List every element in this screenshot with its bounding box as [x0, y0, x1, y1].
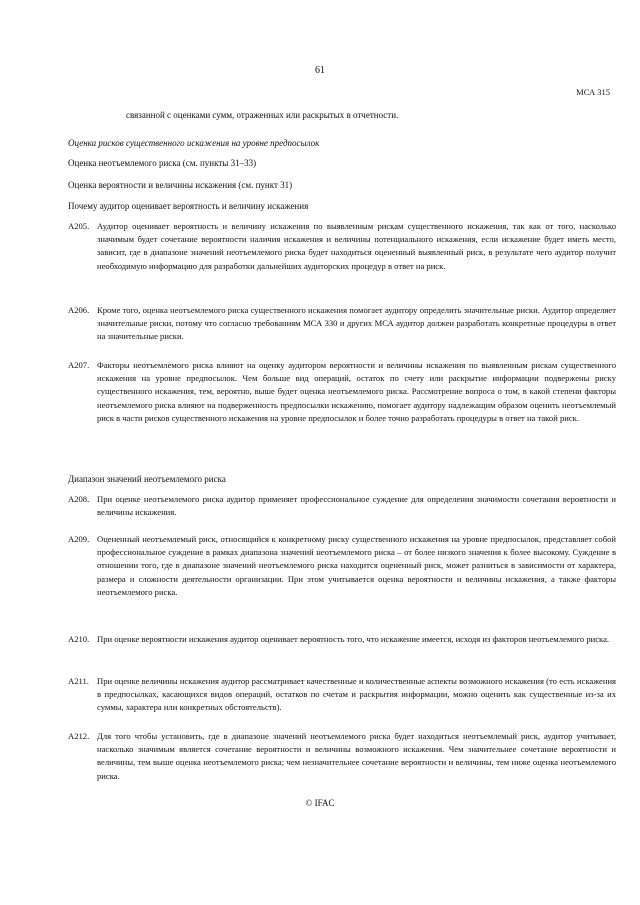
standard-reference: МСА 315 [576, 87, 610, 97]
paragraph-number: A209. [68, 534, 90, 544]
paragraph-a210 [68, 633, 616, 646]
intro-line: связанной с оценками сумм, отраженных или раскрытых в отчетности. [126, 110, 399, 120]
page-number: 61 [315, 65, 325, 76]
paragraph-text: При оценке неотъемлемого риска аудитор применяет профессиональное суждение для определения значимости сочетания вероятности и величины искажения. [97, 494, 616, 518]
paragraph-text: Для того чтобы установить, где в диапазоне значений неотъемлемого риска будет находиться неотъемлемый риск, аудитор учитывает, насколько значимым является сочетание вероятности и величины возможного искажения. Чем значительнее сочетание вероятности и величины, тем выше оценка неотъемлемого риска; чем незначительнее сочетание вероятности и величины, тем ниже оценка неотъемлемого риска. [97, 731, 616, 781]
paragraph-number: A208. [68, 494, 90, 504]
paragraph-text: При оценке вероятности искажения аудитор оценивает вероятность того, что искажение имеется, исходя из факторов неотъемлемого риска. [97, 634, 610, 644]
paragraph-text: Аудитор оценивает вероятность и величину искажения по выявленным рискам существенного искажения, так как от того, насколько значимым будет сочетание вероятности наличия искажения и величины потенциального искажения, если искажение будет иметь место, зависит, где в диапазоне значений неотъемлемого риска будет находиться оцененный выявленный риск, в результате чего аудитор получит необходимую информацию для разработки дальнейших аудиторских процедур в ответ на риск. [97, 221, 616, 271]
copyright-footer: © IFAC [305, 798, 335, 808]
section-title: Оценка рисков существенного искажения на уровне предпосылок [68, 138, 320, 148]
paragraph-a212 [68, 730, 616, 783]
paragraph-text: Факторы неотъемлемого риска влияют на оценку аудитором вероятности и величины искажения по выявленным рискам существенного искажения на уровне предпосылок. Чем больше вид операций, остаток по счету или раскрытие информации подвержены риску существенного искажения, тем, вероятно, выше будет оценка неотъемлемого риска. Рассмотрение вопроса о том, в какой степени факторы неотъемлемого риска влияют на подверженность предпосылки искажению, помогает аудитору надлежащим образом оценить неотъемлемый риск в части рисков существенного искажения на уровне предпосылок и более точно разработать процедуры в ответ на такой риск. [97, 360, 616, 423]
paragraph-text: При оценке величины искажения аудитор рассматривает качественные и количественные аспекты возможного искажения (то есть искажения в предпосылках, касающихся видов операций, остатков по счетам и раскрытия информации, можно оценить как существенные из-за их суммы, характера или конкретных обстоятельств). [97, 676, 616, 713]
paragraph-text: Оцененный неотъемлемый риск, относящийся к конкретному риску существенного искажения на уровне предпосылок, представляет собой профессиональное суждение в рамках диапазона значений неотъемлемого риска – от более низкого значения к более высокому. Суждение в отношении того, где в диапазоне значений неотъемлемого риска находится оцененный риск, может разниться в зависимости от характера, размера и сложности деятельности организации. При этом учитывается оценка вероятности и величины искажения, а также факторы неотъемлемого риска. [97, 534, 616, 597]
paragraph-number: A212. [68, 731, 90, 741]
paragraph-a205 [68, 220, 616, 273]
paragraph-a206 [68, 304, 616, 344]
paragraph-text: Кроме того, оценка неотъемлемого риска существенного искажения помогает аудитору определить значительные риски. Аудитор определяет значительные риски, потому что согласно требованиям МСА 330 и других МСА аудитор должен разработать конкретные процедуры в ответ на значительные риски. [97, 305, 616, 342]
paragraph-number: A206. [68, 305, 90, 315]
paragraph-number: A211. [68, 676, 89, 686]
subheading-inherent-risk: Оценка неотъемлемого риска (см. пункты 31–33) [68, 158, 257, 168]
paragraph-number: A210. [68, 634, 90, 644]
subheading-why-assess: Почему аудитор оценивает вероятность и величину искажения [68, 201, 309, 211]
paragraph-a207 [68, 359, 616, 425]
subheading-risk-range: Диапазон значений неотъемлемого риска [68, 474, 226, 484]
paragraph-number: A207. [68, 360, 90, 370]
paragraph-a209 [68, 533, 616, 599]
paragraph-a211 [68, 675, 616, 715]
subheading-likelihood-magnitude: Оценка вероятности и величины искажения (см. пункт 31) [68, 180, 293, 190]
paragraph-number: A205. [68, 221, 90, 231]
paragraph-a208 [68, 493, 616, 519]
